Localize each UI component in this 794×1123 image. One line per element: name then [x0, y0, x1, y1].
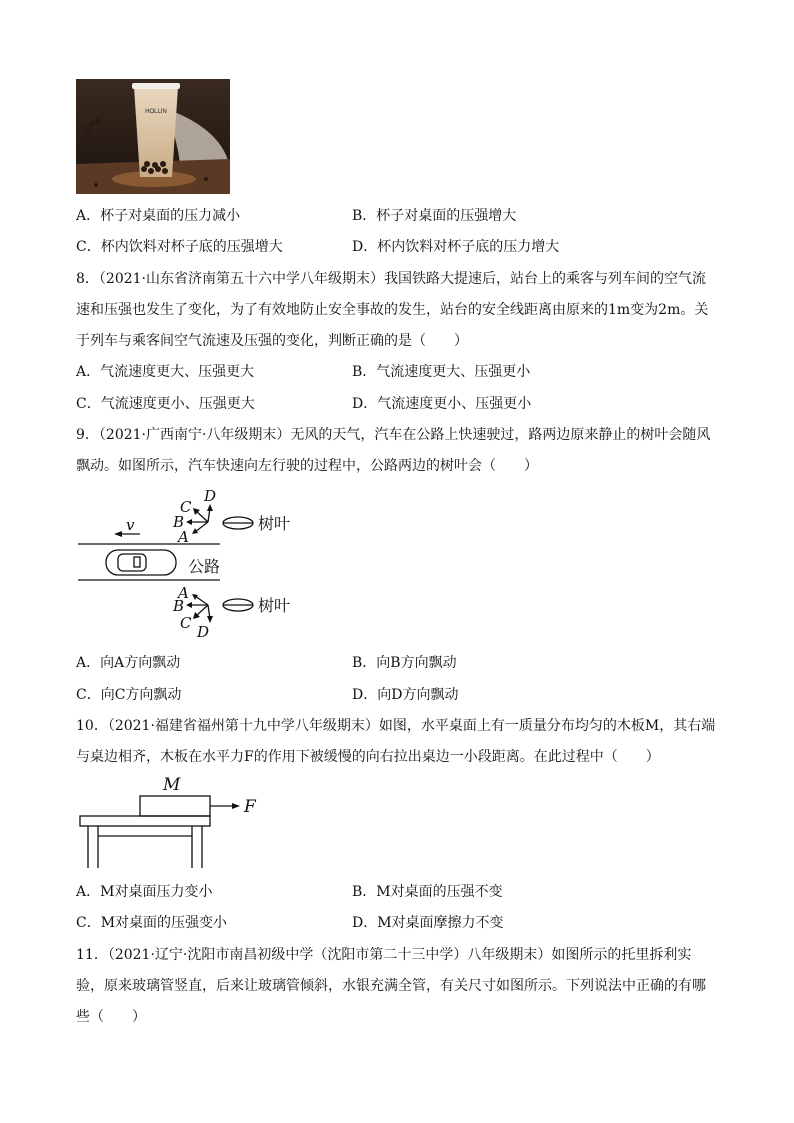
q11-stem: 11．（2021·辽宁·沈阳市南昌初级中学（沈阳市第二十三中学）八年级期末）如图所示的托里拆利实验，原来玻璃管竖直，后来让玻璃管倾斜，水银充满全管，有关尺寸如图所示。下列说法中正确的有哪些（ ）: [76, 947, 706, 1025]
q9-figure: [70, 484, 310, 644]
q9-option-a[interactable]: A．向A方向飘动: [76, 655, 181, 671]
bottom-dir-b-label: B: [173, 597, 185, 615]
q10-option-c[interactable]: C．M对桌面的压强变小: [76, 915, 228, 931]
leaf-bottom-label: 树叶: [258, 596, 291, 615]
q8-option-c[interactable]: C．气流速度更小、压强更大: [76, 396, 255, 412]
board-m: [140, 796, 210, 816]
q10-figure: [74, 772, 274, 872]
leaf-top-label: 树叶: [258, 514, 291, 533]
q8-stem: 8．（2021·山东省济南第五十六中学八年级期末）我国铁路大提速后，站台上的乘客与列车间的空气流速和压强也发生了变化，为了有效地防止安全事故的发生，站台的安全线距离由原来的1m变为2m。关于列车与乘客间空气流速及压强的变化，判断正确的是（ ）: [76, 271, 709, 349]
q8-option-a[interactable]: A．气流速度更大、压强更大: [76, 364, 255, 380]
bottom-dir-a-label: A: [178, 584, 189, 602]
q10-option-d[interactable]: D．M对桌面摩擦力不变: [352, 915, 504, 931]
road-label: 公路: [188, 557, 221, 576]
q9-option-b[interactable]: B．向B方向飘动: [352, 655, 457, 671]
q8-option-b[interactable]: B．气流速度更大、压强更小: [352, 364, 531, 380]
velocity-label: v: [126, 516, 135, 534]
milk-tea-photo: [76, 79, 230, 194]
q9-stem: 9．（2021·广西南宁·八年级期末）无风的天气，汽车在公路上快速驶过，路两边原来静止的树叶会随风飘动。如图所示，汽车快速向左行驶的过程中，公路两边的树叶会（ ）: [76, 427, 711, 474]
q7-option-a[interactable]: A．杯子对桌面的压力减小: [76, 208, 241, 224]
top-dir-b-label: B: [173, 513, 185, 531]
bottom-dir-d-label: D: [197, 623, 210, 641]
q7-option-d[interactable]: D．杯内饮料对杯子底的压力增大: [352, 239, 560, 255]
cup-brand-text: HOLLIN: [145, 109, 167, 115]
q10-stem: 10．（2021·福建省福州第十九中学八年级期末）如图，水平桌面上有一质量分布均匀的木板M，其右端与桌边相齐，木板在水平力F的作用下被缓慢的向右拉出桌边一小段距离。在此过程中（ ）: [76, 718, 716, 765]
table-top: [80, 816, 210, 826]
top-dir-c-label: C: [180, 498, 192, 516]
top-dir-d-label: D: [204, 487, 217, 505]
q7-option-c[interactable]: C．杯内饮料对杯子底的压强增大: [76, 239, 283, 255]
q10-option-b[interactable]: B．M对桌面的压强不变: [352, 884, 503, 900]
q7-option-b[interactable]: B．杯子对桌面的压强增大: [352, 208, 517, 224]
board-label: M: [163, 775, 181, 795]
bottom-dir-c-label: C: [180, 614, 192, 632]
q9-option-d[interactable]: D．向D方向飘动: [352, 687, 459, 703]
top-dir-a-label: A: [178, 528, 189, 546]
force-label: F: [244, 797, 256, 817]
q9-option-c[interactable]: C．向C方向飘动: [76, 687, 182, 703]
q8-option-d[interactable]: D．气流速度更小、压强更小: [352, 396, 532, 412]
q10-option-a[interactable]: A．M对桌面压力变小: [76, 884, 213, 900]
